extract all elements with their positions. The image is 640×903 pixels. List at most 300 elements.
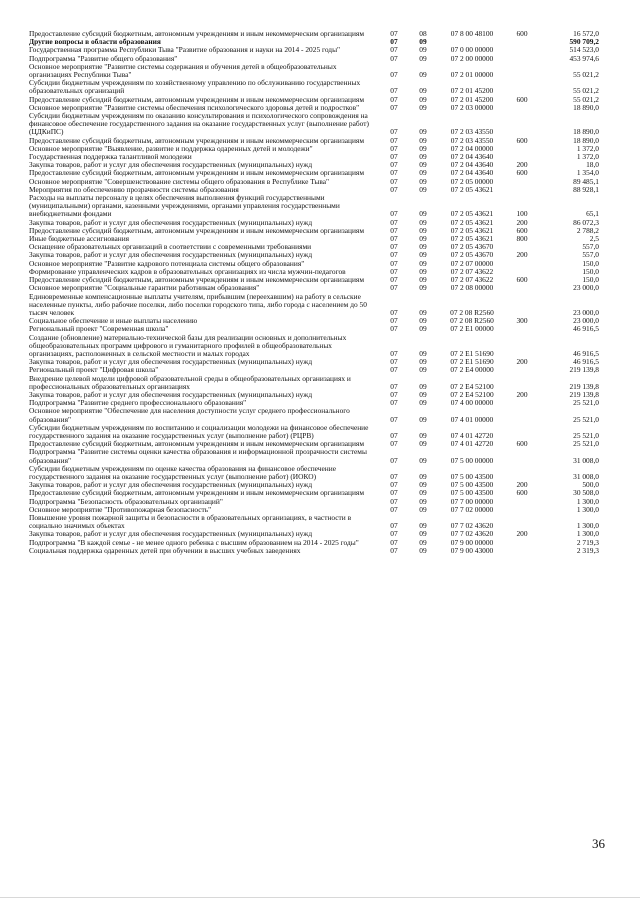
subsection-code-cell: 09: [419, 53, 427, 63]
section-code-cell: 07: [390, 242, 398, 252]
amount-cell: 25 521,0: [573, 430, 599, 440]
amount-cell: 557,0: [582, 250, 599, 260]
section-code-cell: 07: [390, 168, 398, 178]
section-code-cell: 07: [390, 266, 398, 276]
subsection-code-cell: 09: [419, 504, 427, 514]
target-article-cell: 07 2 05 43670: [450, 242, 494, 252]
subsection-code-cell: 09: [419, 455, 427, 465]
expense-type-cell: [507, 178, 537, 186]
target-article-cell: 07 2 05 43621: [450, 225, 494, 235]
amount-cell: 23 000,0: [573, 307, 599, 317]
section-code-cell: 07: [390, 496, 398, 506]
target-article-cell: 07 2 03 43550: [450, 135, 494, 145]
subsection-code-cell: 09: [419, 275, 427, 285]
row-name-cell: Предоставление субсидий бюджетным, автономным учреждениям и иным некоммерческим организациям: [29, 94, 365, 104]
expense-type-cell: [507, 375, 537, 391]
expense-type-cell: [507, 424, 537, 440]
amount-cell: 31 008,0: [573, 471, 599, 481]
table-row: [29, 465, 599, 481]
amount-cell: 219 139,8: [569, 365, 599, 375]
row-name-cell: Расходы на выплаты персоналу в целях обеспечения выполнения функций государственными (муниципальными) органами, казенными учреждениями, органами управления государственными внебюджетными фондами: [29, 193, 340, 219]
target-article-cell: 07 2 01 00000: [450, 70, 494, 80]
row-name-cell: Субсидии бюджетным учреждениям по воспитанию и социализации молодежи на финансовое обеспечение государственного задания на оказание государственных услуг (выполнение работ) (РЦРВ): [29, 422, 369, 440]
target-article-cell: 07 5 00 00000: [450, 455, 494, 465]
section-code-cell: 07: [390, 94, 398, 104]
subsection-code-cell: 09: [419, 160, 427, 170]
target-article-cell: 07 7 00 00000: [450, 496, 494, 506]
section-code-cell: 07: [390, 29, 398, 38]
subsection-code-cell: 09: [419, 398, 427, 408]
section-code-cell: 07: [390, 381, 398, 391]
table-row: [29, 448, 599, 464]
expense-type-cell: [507, 38, 537, 46]
expense-type-cell: 600: [516, 439, 528, 449]
row-name-cell: Основное мероприятие "Развитие системы содержания и обучения детей в общеобразовательных организациях Республики Тыва": [29, 61, 337, 80]
expense-type-cell: 600: [516, 94, 528, 104]
section-code-cell: 07: [390, 258, 398, 268]
target-article-cell: 07 7 02 43620: [450, 529, 494, 539]
target-article-cell: 07 5 00 43500: [450, 488, 494, 498]
amount-cell: 2 319,3: [576, 545, 599, 555]
row-name-cell: Оснащение образовательных организаций в соответствии с современными требованиями: [29, 242, 312, 252]
subsection-code-cell: 09: [419, 357, 427, 367]
subsection-code-cell: 09: [419, 168, 427, 178]
expense-type-cell: 100: [516, 209, 528, 219]
subsection-code-cell: 09: [419, 258, 427, 268]
amount-cell: 557,0: [582, 242, 599, 252]
expense-type-cell: [507, 547, 537, 555]
subsection-code-cell: 09: [419, 283, 427, 293]
amount-cell: 500,0: [582, 480, 599, 490]
subsection-code-cell: 09: [419, 389, 427, 399]
amount-cell: 150,0: [582, 258, 599, 268]
section-code-cell: 07: [390, 504, 398, 514]
row-name-cell: Предоставление субсидий бюджетным, автономным учреждениям и иным некоммерческим организациям: [29, 225, 365, 235]
expense-type-cell: [507, 104, 537, 112]
row-name-cell: Региональный проект "Цифровая школа": [29, 365, 159, 375]
table-row: [29, 514, 599, 530]
row-name-cell: Единовременные компенсационные выплаты учителям, прибывшим (переехавшим) на работу в сельские населенные пункты, либо рабочие поселки, либо поселки городского типа, либо города с населением до 50 тысяч человек: [29, 291, 367, 317]
row-name-cell: Закупка товаров, работ и услуг для обеспечения государственных (муниципальных) нужд: [29, 389, 313, 399]
target-article-cell: 07 2 08 R2560: [450, 307, 494, 317]
target-article-cell: 07 2 05 43621: [450, 217, 494, 227]
subsection-code-cell: 09: [419, 316, 427, 326]
subsection-code-cell: 09: [419, 480, 427, 490]
row-name-cell: Внедрение целевой модели цифровой образовательной среды в общеобразовательных организациях и профессиональных образовательных организациях: [29, 373, 351, 391]
amount-cell: 55 021,2: [573, 94, 599, 104]
subsection-code-cell: 09: [419, 430, 427, 440]
amount-cell: 2 788,2: [576, 225, 599, 235]
expense-type-cell: [507, 325, 537, 333]
amount-cell: 16 572,0: [573, 29, 599, 38]
expense-type-cell: [507, 399, 537, 407]
section-code-cell: 07: [390, 53, 398, 63]
table-row: [29, 79, 599, 95]
subsection-code-cell: 09: [419, 496, 427, 506]
expense-type-cell: [507, 46, 537, 54]
amount-cell: 1 372,0: [576, 152, 599, 162]
subsection-code-cell: 09: [419, 266, 427, 276]
row-name-cell: Закупка товаров, работ и услуг для обеспечения государственных (муниципальных) нужд: [29, 529, 313, 539]
target-article-cell: 07 2 07 43622: [450, 266, 494, 276]
expense-type-cell: 200: [516, 250, 528, 260]
section-code-cell: 07: [390, 160, 398, 170]
amount-cell: 1 300,0: [576, 529, 599, 539]
section-code-cell: 07: [390, 127, 398, 137]
section-code-cell: 07: [390, 455, 398, 465]
expense-type-cell: [507, 498, 537, 506]
subsection-code-cell: 09: [419, 102, 427, 112]
subsection-code-cell: 09: [419, 209, 427, 219]
section-code-cell: 07: [390, 471, 398, 481]
target-article-cell: 07 2 03 00000: [450, 102, 494, 112]
target-article-cell: 07 2 01 45200: [450, 86, 494, 96]
target-article-cell: 07 5 00 43500: [450, 471, 494, 481]
subsection-code-cell: 09: [419, 529, 427, 539]
expense-type-cell: 200: [516, 389, 528, 399]
target-article-cell: 07 7 02 43620: [450, 521, 494, 531]
expense-type-cell: [507, 186, 537, 194]
subsection-code-cell: 09: [419, 217, 427, 227]
table-row: [29, 334, 599, 359]
budget-table-body: [29, 30, 599, 555]
target-article-cell: 07 9 00 43000: [450, 545, 494, 555]
row-name-cell: Основное мероприятие "Выявление, развитие и поддержка одаренных детей и молодежи": [29, 143, 313, 153]
expense-type-cell: [507, 448, 537, 464]
target-article-cell: 07 2 05 00000: [450, 176, 494, 186]
row-name-cell: Подпрограмма "Безопасность образовательных организаций": [29, 496, 223, 506]
target-article-cell: 07 4 00 00000: [450, 398, 494, 408]
row-name-cell: Предоставление субсидий бюджетным, автономным учреждениям и иным некоммерческим организациям: [29, 275, 365, 285]
row-name-cell: Предоставление субсидий бюджетным, автономным учреждениям и иным некоммерческим организациям: [29, 29, 365, 38]
section-code-cell: 07: [390, 414, 398, 424]
expense-type-cell: [507, 506, 537, 514]
subsection-code-cell: 09: [419, 488, 427, 498]
expense-type-cell: [507, 465, 537, 481]
amount-cell: 89 485,1: [573, 176, 599, 186]
target-article-cell: 07 2 04 43640: [450, 152, 494, 162]
amount-cell: 1 300,0: [576, 496, 599, 506]
target-article-cell: 07 2 01 45200: [450, 94, 494, 104]
section-code-cell: 07: [390, 176, 398, 186]
expense-type-cell: [507, 334, 537, 359]
row-name-cell: Подпрограмма "Развитие среднего профессионального образования": [29, 398, 247, 408]
row-name-cell: Другие вопросы в области образования: [29, 37, 161, 47]
subsection-code-cell: 09: [419, 307, 427, 317]
amount-cell: 2,5: [589, 234, 599, 244]
amount-cell: 25 521,0: [573, 439, 599, 449]
subsection-code-cell: 09: [419, 127, 427, 137]
section-code-cell: 07: [390, 357, 398, 367]
expense-type-cell: 200: [516, 480, 528, 490]
target-article-cell: 07 2 04 43640: [450, 160, 494, 170]
expense-type-cell: 600: [516, 275, 528, 285]
expense-type-cell: 200: [516, 529, 528, 539]
target-article-cell: 07 2 05 43621: [450, 209, 494, 219]
section-code-cell: 07: [390, 225, 398, 235]
target-article-cell: 07 2 08 00000: [450, 283, 494, 293]
amount-cell: 86 072,3: [573, 217, 599, 227]
section-code-cell: 07: [390, 45, 398, 55]
section-code-cell: 07: [390, 275, 398, 285]
section-code-cell: 07: [390, 480, 398, 490]
row-name-cell: Закупка товаров, работ и услуг для обеспечения государственных (муниципальных) нужд: [29, 250, 313, 260]
section-code-cell: 07: [390, 184, 398, 194]
section-code-cell: 07: [390, 234, 398, 244]
section-code-cell: 07: [390, 537, 398, 547]
subsection-code-cell: 09: [419, 439, 427, 449]
subsection-code-cell: 09: [419, 143, 427, 153]
amount-cell: 1 300,0: [576, 521, 599, 531]
amount-cell: 150,0: [582, 275, 599, 285]
amount-cell: 590 709,2: [569, 37, 599, 47]
amount-cell: 18 890,0: [573, 127, 599, 137]
target-article-cell: 07 2 05 43670: [450, 250, 494, 260]
target-article-cell: 07 2 E4 00000: [450, 365, 494, 375]
table-row: [29, 63, 599, 79]
row-name-cell: Основное мероприятие "Развитие системы обеспечения психологического здоровья детей и подростков": [29, 102, 360, 112]
row-name-cell: Предоставление субсидий бюджетным, автономным учреждениям и иным некоммерческим организациям: [29, 439, 365, 449]
target-article-cell: 07 2 08 R2560: [450, 316, 494, 326]
amount-cell: 18,0: [586, 160, 599, 170]
section-code-cell: 07: [390, 283, 398, 293]
expense-type-cell: 200: [516, 160, 528, 170]
subsection-code-cell: 09: [419, 45, 427, 55]
amount-cell: 46 916,5: [573, 348, 599, 358]
row-name-cell: Закупка товаров, работ и услуг для обеспечения государственных (муниципальных) нужд: [29, 357, 313, 367]
target-article-cell: 07 2 04 43640: [450, 168, 494, 178]
expense-type-cell: 600: [516, 29, 528, 38]
row-name-cell: Создание (обновление) материально-технической базы для реализации основных и дополнительных общеобразовательных программ цифрового и гуманитарного профилей в общеобразовательных организациях, расположенных в сельской местности и малых городах: [29, 332, 347, 358]
target-article-cell: 07 0 00 00000: [450, 45, 494, 55]
amount-cell: 1 372,0: [576, 143, 599, 153]
target-article-cell: 07 2 07 00000: [450, 258, 494, 268]
row-name-cell: Основное мероприятие "Социальные гарантии работникам образования": [29, 283, 260, 293]
section-code-cell: 07: [390, 152, 398, 162]
amount-cell: 55 021,2: [573, 70, 599, 80]
section-code-cell: 07: [390, 439, 398, 449]
amount-cell: 453 974,6: [569, 53, 599, 63]
row-name-cell: Повышение уровня пожарной защиты и безопасности в образовательных организациях, в частности в социально значимых объектах: [29, 512, 352, 531]
subsection-code-cell: 09: [419, 94, 427, 104]
expense-type-cell: [507, 514, 537, 530]
row-name-cell: Основное мероприятие "Противопожарная безопасность": [29, 504, 212, 514]
expense-type-cell: 300: [516, 316, 528, 326]
row-name-cell: Субсидии бюджетным учреждениям по оценке качества образования на финансовое обеспечение государственного задания на оказание государственных услуг (выполнение работ) (ИОКО): [29, 463, 336, 481]
amount-cell: 46 916,5: [573, 324, 599, 334]
section-code-cell: 07: [390, 398, 398, 408]
section-code-cell: 07: [390, 365, 398, 375]
target-article-cell: 07 2 05 43621: [450, 184, 494, 194]
section-code-cell: 07: [390, 217, 398, 227]
section-code-cell: 07: [390, 70, 398, 80]
expense-type-cell: [507, 79, 537, 95]
expense-type-cell: 600: [516, 168, 528, 178]
subsection-code-cell: 09: [419, 86, 427, 96]
target-article-cell: 07 2 E4 52100: [450, 389, 494, 399]
row-name-cell: Подпрограмма "Развитие системы оценки качества образования и информационной прозрачности системы образования": [29, 447, 367, 465]
subsection-code-cell: 09: [419, 521, 427, 531]
target-article-cell: 07 2 04 00000: [450, 143, 494, 153]
section-code-cell: 07: [390, 488, 398, 498]
expense-type-cell: [507, 63, 537, 79]
table-row: [29, 424, 599, 440]
row-name-cell: Формирование управленческих кадров в образовательных организациях из числа мужчин-педагогов: [29, 266, 346, 276]
amount-cell: 1 300,0: [576, 504, 599, 514]
subsection-code-cell: 09: [419, 176, 427, 186]
subsection-code-cell: 09: [419, 381, 427, 391]
section-code-cell: 07: [390, 143, 398, 153]
section-code-cell: 07: [390, 209, 398, 219]
row-name-cell: Основное мероприятие "Развитие кадрового потенциала системы общего образования": [29, 258, 305, 268]
subsection-code-cell: 09: [419, 234, 427, 244]
expense-type-cell: 200: [516, 217, 528, 227]
target-article-cell: 07 2 05 43621: [450, 234, 494, 244]
subsection-code-cell: 09: [419, 414, 427, 424]
amount-cell: 31 008,0: [573, 455, 599, 465]
section-code-cell: 07: [390, 86, 398, 96]
row-name-cell: Социальное обеспечение и иные выплаты населению: [29, 316, 198, 326]
row-name-cell: Государственная программа Республики Тыва "Развитие образования и науки на 2014 - 2025 годы": [29, 45, 341, 55]
target-article-cell: 07 2 07 43622: [450, 275, 494, 285]
target-article-cell: 07 2 E1 51690: [450, 357, 494, 367]
row-name-cell: Подпрограмма "В каждой семье - не менее одного ребенка с высшим образованием на 2014 - 2025 годы": [29, 537, 359, 547]
amount-cell: 514 523,0: [569, 45, 599, 55]
target-article-cell: 07 2 03 43550: [450, 127, 494, 137]
table-row: [29, 293, 599, 318]
section-code-cell: 07: [390, 348, 398, 358]
section-code-cell: 07: [390, 430, 398, 440]
subsection-code-cell: 09: [419, 184, 427, 194]
amount-cell: 2 719,3: [576, 537, 599, 547]
table-row: [29, 194, 599, 219]
expense-type-cell: [507, 112, 537, 137]
subsection-code-cell: 09: [419, 365, 427, 375]
section-code-cell: 07: [390, 102, 398, 112]
target-article-cell: 07 5 00 43500: [450, 480, 494, 490]
row-name-cell: Мероприятия по обеспечению прозрачности системы образования: [29, 184, 239, 194]
row-name-cell: Иные бюджетные ассигнования: [29, 234, 130, 244]
subsection-code-cell: 09: [419, 545, 427, 555]
table-row: [29, 375, 599, 391]
row-name-cell: Государственная поддержка талантливой молодежи: [29, 152, 192, 162]
section-code-cell: 07: [390, 521, 398, 531]
expense-type-cell: [507, 366, 537, 374]
target-article-cell: 07 4 01 00000: [450, 414, 494, 424]
amount-cell: 55 021,2: [573, 86, 599, 96]
amount-cell: 25 521,0: [573, 398, 599, 408]
amount-cell: 219 139,8: [569, 381, 599, 391]
section-code-cell: 07: [390, 316, 398, 326]
row-name-cell: Закупка товаров, работ и услуг для обеспечения государственных (муниципальных) нужд: [29, 160, 313, 170]
scan-edge-line: [0, 897, 640, 898]
amount-cell: 30 508,0: [573, 488, 599, 498]
subsection-code-cell: 09: [419, 225, 427, 235]
row-name-cell: Основное мероприятие "Совершенствование системы общего образования в Республике Тыва": [29, 176, 330, 186]
row-name-cell: Закупка товаров, работ и услуг для обеспечения государственных (муниципальных) нужд: [29, 480, 313, 490]
target-article-cell: 07 2 E4 52100: [450, 381, 494, 391]
section-code-cell: 07: [390, 529, 398, 539]
expense-type-cell: [507, 145, 537, 153]
row-name-cell: Подпрограмма "Развитие общего образования": [29, 53, 178, 63]
expense-type-cell: 200: [516, 357, 528, 367]
subsection-code-cell: 08: [419, 29, 427, 38]
subsection-code-cell: 09: [419, 537, 427, 547]
table-row: [29, 407, 599, 423]
section-code-cell: 07: [390, 324, 398, 334]
amount-cell: 219 139,8: [569, 389, 599, 399]
row-name-cell: Субсидии бюджетным учреждениям по оказанию консультирования и психологического сопровождения на финансовое обеспечение государственного задания на оказание государственных услуг (выполнение работ) (ЦДКиПС): [29, 111, 369, 137]
subsection-code-cell: 09: [419, 135, 427, 145]
expense-type-cell: [507, 260, 537, 268]
budget-page: [29, 30, 599, 555]
section-code-cell: 07: [390, 545, 398, 555]
section-code-cell: 07: [390, 250, 398, 260]
amount-cell: 46 916,5: [573, 357, 599, 367]
target-article-cell: 07 7 02 00000: [450, 504, 494, 514]
expense-type-cell: 600: [516, 225, 528, 235]
subsection-code-cell: 09: [419, 471, 427, 481]
expense-type-cell: [507, 539, 537, 547]
target-article-cell: 07 4 01 42720: [450, 439, 494, 449]
row-name-cell: Социальная поддержка одаренных детей при обучении в высших учебных заведениях: [29, 545, 301, 555]
target-article-cell: 07 4 01 42720: [450, 430, 494, 440]
amount-cell: 18 890,0: [573, 102, 599, 112]
section-code-cell: 07: [390, 389, 398, 399]
amount-cell: 25 521,0: [573, 414, 599, 424]
subsection-code-cell: 09: [419, 250, 427, 260]
row-name-cell: Предоставление субсидий бюджетным, автономным учреждениям и иным некоммерческим организациям: [29, 168, 365, 178]
subsection-code-cell: 09: [419, 152, 427, 162]
amount-cell: 65,1: [586, 209, 599, 219]
subsection-code-cell: 09: [419, 37, 427, 47]
row-name-cell: Основное мероприятие "Обеспечение для населения доступности услуг среднего профессионального образования": [29, 406, 350, 424]
expense-type-cell: [507, 55, 537, 63]
target-article-cell: 07 2 00 00000: [450, 53, 494, 63]
amount-cell: 150,0: [582, 266, 599, 276]
amount-cell: 18 890,0: [573, 135, 599, 145]
amount-cell: 1 354,0: [576, 168, 599, 178]
expense-type-cell: 800: [516, 234, 528, 244]
section-code-cell: 07: [390, 135, 398, 145]
section-code-cell: 07: [390, 307, 398, 317]
row-name-cell: Предоставление субсидий бюджетным, автономным учреждениям и иным некоммерческим организациям: [29, 488, 365, 498]
budget-table: [29, 30, 599, 555]
section-code-cell: 07: [390, 37, 398, 47]
page-number: 36: [592, 836, 605, 851]
row-name-cell: Закупка товаров, работ и услуг для обеспечения государственных (муниципальных) нужд: [29, 217, 313, 227]
row-name-cell: Предоставление субсидий бюджетным, автономным учреждениям и иным некоммерческим организациям: [29, 135, 365, 145]
amount-cell: 23 000,0: [573, 283, 599, 293]
row-name-cell: Субсидии бюджетным учреждениям по хозяйственному управлению по обслуживанию государственных образовательных организаций: [29, 78, 361, 96]
table-row: [29, 547, 599, 555]
target-article-cell: 07 8 00 48100: [450, 29, 494, 38]
amount-cell: 23 000,0: [573, 316, 599, 326]
target-article-cell: 07 2 E1 00000: [450, 324, 494, 334]
expense-type-cell: [507, 407, 537, 423]
expense-type-cell: [507, 293, 537, 318]
expense-type-cell: 600: [516, 488, 528, 498]
target-article-cell: 07 2 E1 51690: [450, 348, 494, 358]
expense-type-cell: 600: [516, 135, 528, 145]
subsection-code-cell: 09: [419, 324, 427, 334]
subsection-code-cell: 09: [419, 70, 427, 80]
row-name-cell: Региональный проект "Современная школа": [29, 324, 169, 334]
table-row: [29, 112, 599, 137]
target-article-cell: 07 9 00 00000: [450, 537, 494, 547]
subsection-code-cell: 09: [419, 242, 427, 252]
subsection-code-cell: 09: [419, 348, 427, 358]
